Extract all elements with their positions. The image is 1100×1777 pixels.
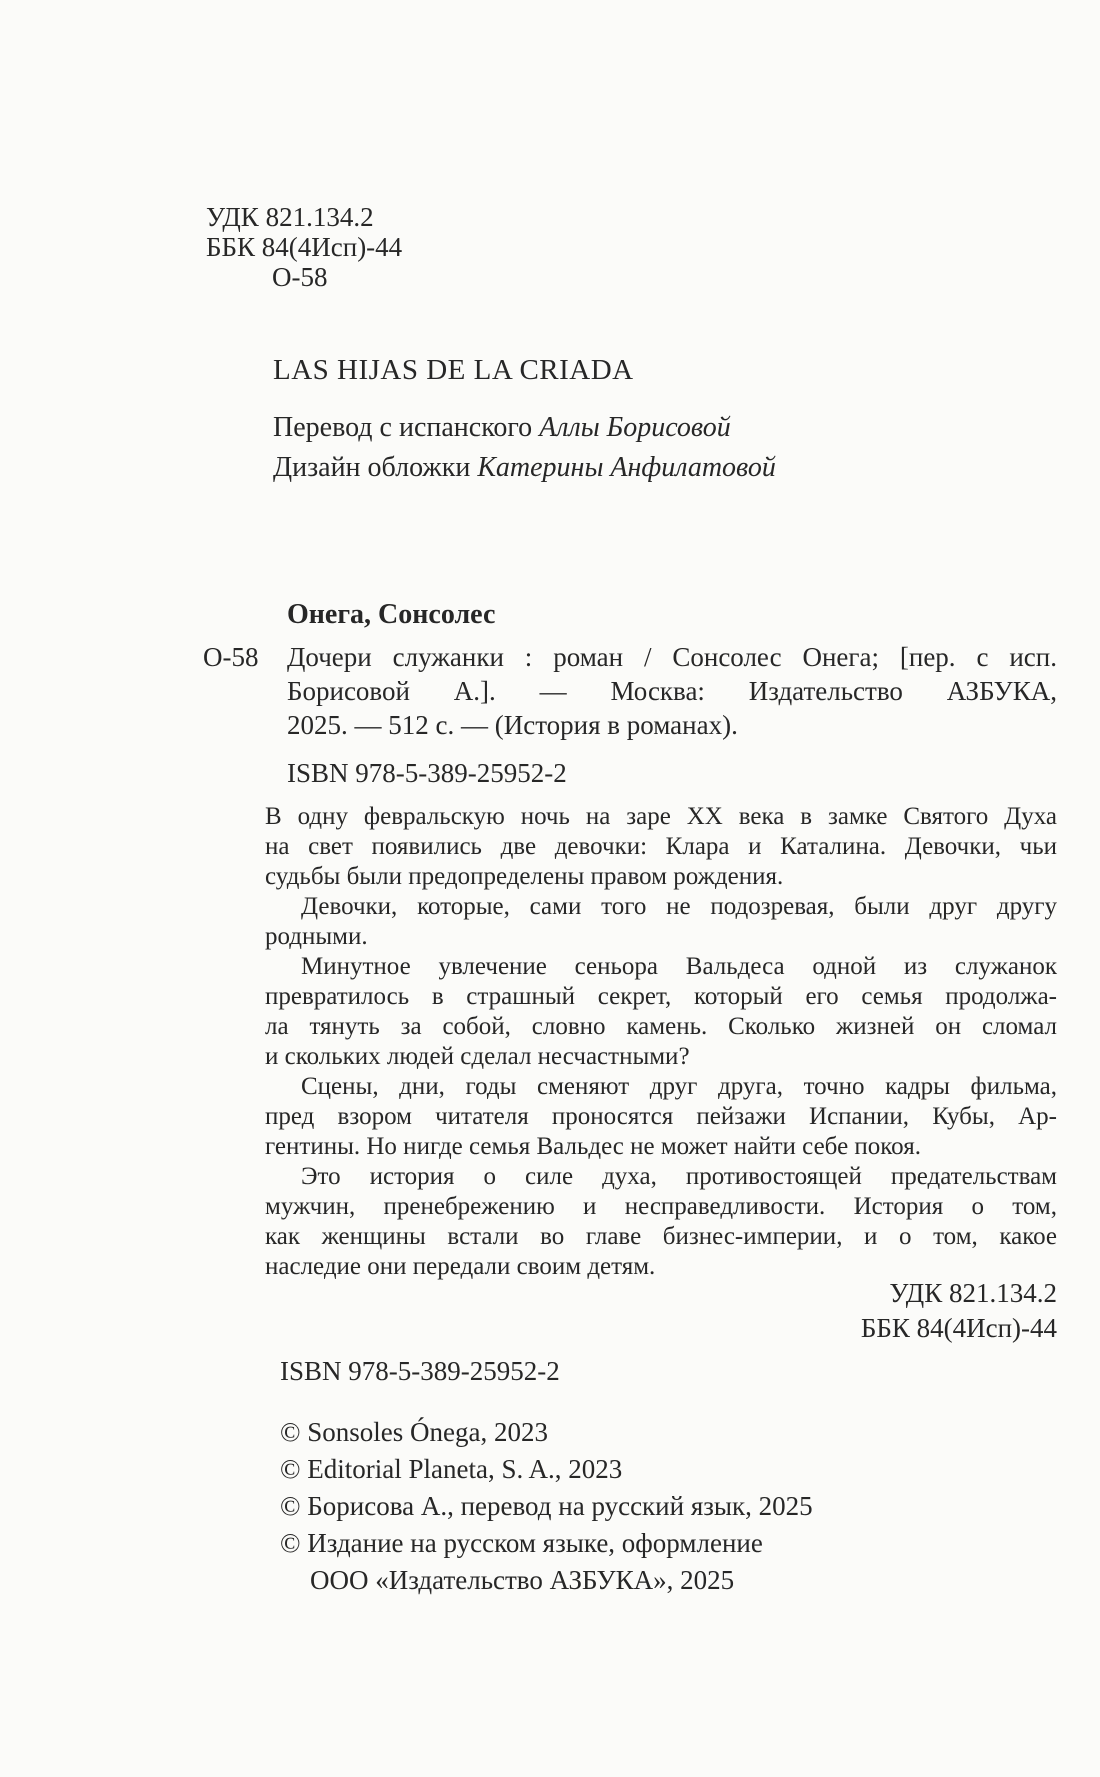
- catalog-description-line: Борисовой А.]. — Москва: Издательство АЗБУКА,: [287, 676, 1057, 706]
- original-title: LAS HIJAS DE LA CRIADA: [273, 354, 634, 386]
- annotation-paragraph: [265, 892, 1057, 952]
- udk-code-top: УДК 821.134.2: [206, 202, 374, 232]
- translator-name: Аллы Борисовой: [539, 412, 731, 443]
- cover-designer-name: Катерины Анфилатовой: [477, 452, 776, 483]
- annotation-line: превратилось в страшный секрет, который его семья продолжа-: [265, 983, 1057, 1010]
- classification-codes-bottom: [861, 1276, 1057, 1346]
- annotation-paragraph: [265, 1162, 1057, 1282]
- catalog-description-line: 2025. — 512 с. — (История в романах).: [287, 710, 738, 740]
- annotation-paragraph: [265, 1072, 1057, 1162]
- catalog-author-heading: Онега, Сонсолес: [287, 599, 496, 630]
- credits-block: [273, 408, 776, 488]
- annotation-line: гентины. Но нигде семья Вальдес не может найти себе покоя.: [265, 1133, 921, 1160]
- annotation-line: судьбы были предопределены правом рождения.: [265, 863, 784, 890]
- copyright-line: © Editorial Planeta, S. A., 2023: [280, 1454, 623, 1484]
- isbn-catalog: ISBN 978-5-389-25952-2: [287, 758, 567, 788]
- copyright-line: © Издание на русском языке, оформление: [280, 1528, 763, 1558]
- author-sign-top: О-58: [272, 262, 328, 292]
- catalog-description: [287, 640, 1057, 742]
- annotation-paragraph: [265, 802, 1057, 892]
- annotation-paragraph: [265, 952, 1057, 1072]
- translation-credit: [273, 408, 776, 448]
- catalog-description-line: Дочери служанки : роман / Сонсолес Онега; [пер. с исп.: [287, 642, 1057, 672]
- annotation-line: Минутное увлечение сеньора Вальдеса одной из служанок: [301, 953, 1057, 980]
- catalog-entry: [203, 640, 1057, 742]
- annotation-block: [265, 802, 1057, 1282]
- annotation-line: Девочки, которые, сами того не подозревая, были друг другу: [301, 893, 1057, 920]
- copyright-line: © Борисова А., перевод на русский язык, 2025: [280, 1491, 813, 1521]
- cover-design-credit-prefix: Дизайн обложки: [273, 452, 478, 483]
- annotation-line: наследие они передали своим детям.: [265, 1253, 656, 1280]
- bbk-code-bottom: ББК 84(4Исп)-44: [860, 1313, 1057, 1343]
- copyright-line: © Sonsoles Ónega, 2023: [280, 1417, 548, 1447]
- author-sign-catalog: О-58: [203, 642, 259, 672]
- annotation-line: Сцены, дни, годы сменяют друг друга, точно кадры фильма,: [301, 1073, 1057, 1100]
- copyright-block: [280, 1414, 813, 1599]
- annotation-line: мужчин, пренебрежению и несправедливости. История о том,: [265, 1193, 1057, 1220]
- copyright-line-continuation: ООО «Издательство АЗБУКА», 2025: [310, 1565, 735, 1595]
- bbk-code-top: ББК 84(4Исп)-44: [206, 232, 403, 262]
- annotation-line: как женщины встали во главе бизнес-империи, и о том, какое: [265, 1223, 1057, 1250]
- udk-code-bottom: УДК 821.134.2: [889, 1278, 1057, 1308]
- annotation-line: пред взором читателя проносятся пейзажи Испании, Кубы, Ар-: [265, 1103, 1057, 1130]
- annotation-line: Это история о силе духа, противостоящей предательствам: [301, 1163, 1057, 1190]
- annotation-line: родными.: [265, 923, 368, 950]
- annotation-line: на свет появились две девочки: Клара и Каталина. Девочки, чьи: [265, 833, 1057, 860]
- isbn-footer: ISBN 978-5-389-25952-2: [280, 1356, 560, 1386]
- annotation-line: В одну февральскую ночь на заре XX века в замке Святого Духа: [265, 803, 1057, 830]
- annotation-line: и скольких людей сделал несчастными?: [265, 1043, 690, 1070]
- classification-codes-top: [206, 202, 402, 292]
- cover-design-credit: [273, 448, 776, 488]
- annotation-line: ла тянуть за собой, словно камень. Сколько жизней он сломал: [265, 1013, 1057, 1040]
- translation-credit-prefix: Перевод с испанского: [273, 412, 540, 443]
